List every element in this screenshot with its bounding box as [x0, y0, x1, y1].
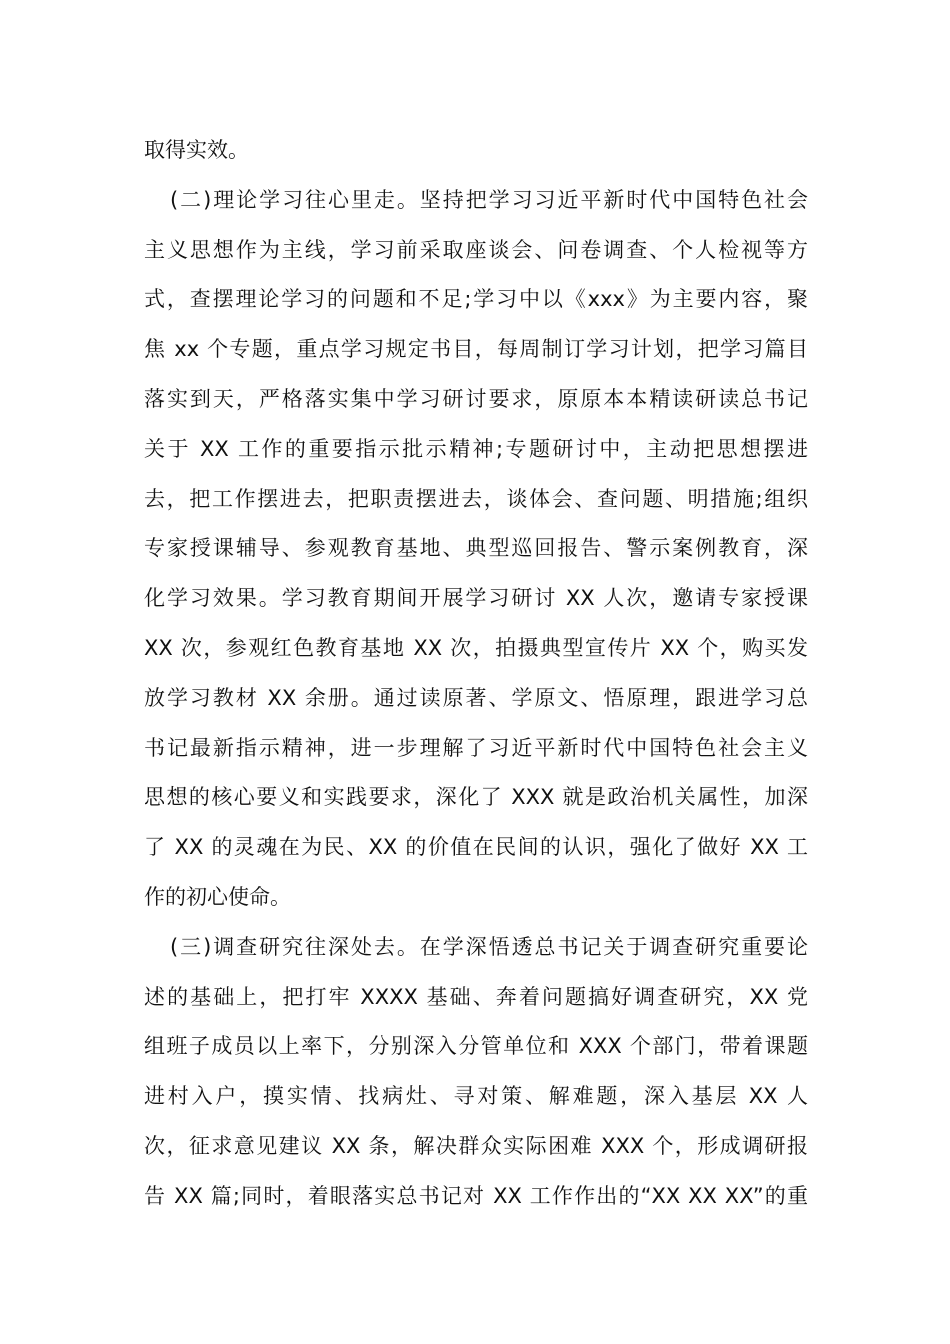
- text-line: 述的基础上，把打牢 XXXX 基础、奔着问题搞好调查研究，XX 党: [144, 984, 808, 1009]
- text-line: (二)理论学习往心里走。坚持把学习习近平新时代中国特色社会: [170, 187, 808, 212]
- text-line: 专家授课辅导、参观教育基地、典型巡回报告、警示案例教育，深: [144, 536, 808, 561]
- text-line: 书记最新指示精神，进一步理解了习近平新时代中国特色社会主义: [144, 735, 808, 760]
- text-line: 取得实效。: [144, 138, 249, 162]
- text-line: 式，查摆理论学习的问题和不足;学习中以《xxx》为主要内容，聚: [144, 287, 808, 312]
- text-line: 关于 XX 工作的重要指示批示精神;专题研讨中，主动把思想摆进: [144, 436, 808, 461]
- text-line: 化学习效果。学习教育期间开展学习研讨 XX 人次，邀请专家授课: [144, 586, 808, 611]
- text-line: 放学习教材 XX 余册。通过读原著、学原文、悟原理，跟进学习总: [144, 685, 808, 710]
- text-line: (三)调查研究往深处去。在学深悟透总书记关于调查研究重要论: [170, 934, 808, 959]
- text-line: 主义思想作为主线，学习前采取座谈会、问卷调查、个人检视等方: [144, 237, 808, 262]
- text-line: 思想的核心要义和实践要求，深化了 XXX 就是政治机关属性，加深: [144, 785, 808, 810]
- text-line: 作的初心使命。: [144, 884, 291, 909]
- text-line: 告 XX 篇;同时，着眼落实总书记对 XX 工作作出的“XX XX XX”的重: [144, 1183, 808, 1208]
- text-line: 落实到天，严格落实集中学习研讨要求，原原本本精读研读总书记: [144, 386, 808, 411]
- text-line: 焦 xx 个专题，重点学习规定书目，每周制订学习计划，把学习篇目: [144, 337, 808, 362]
- text-line: 次，征求意见建议 XX 条，解决群众实际困难 XXX 个，形成调研报: [144, 1133, 808, 1158]
- text-line: 去，把工作摆进去，把职责摆进去，谈体会、查问题、明措施;组织: [144, 486, 808, 511]
- body-text: [144, 126, 808, 1222]
- text-line: XX 次，参观红色教育基地 XX 次，拍摄典型宣传片 XX 个，购买发: [144, 635, 808, 660]
- text-line: 进村入户，摸实情、找病灶、寻对策、解难题，深入基层 XX 人: [144, 1084, 808, 1109]
- text-line: 组班子成员以上率下，分别深入分管单位和 XXX 个部门，带着课题: [144, 1034, 808, 1059]
- text-line: 了 XX 的灵魂在为民、XX 的价值在民间的认识，强化了做好 XX 工: [144, 835, 808, 860]
